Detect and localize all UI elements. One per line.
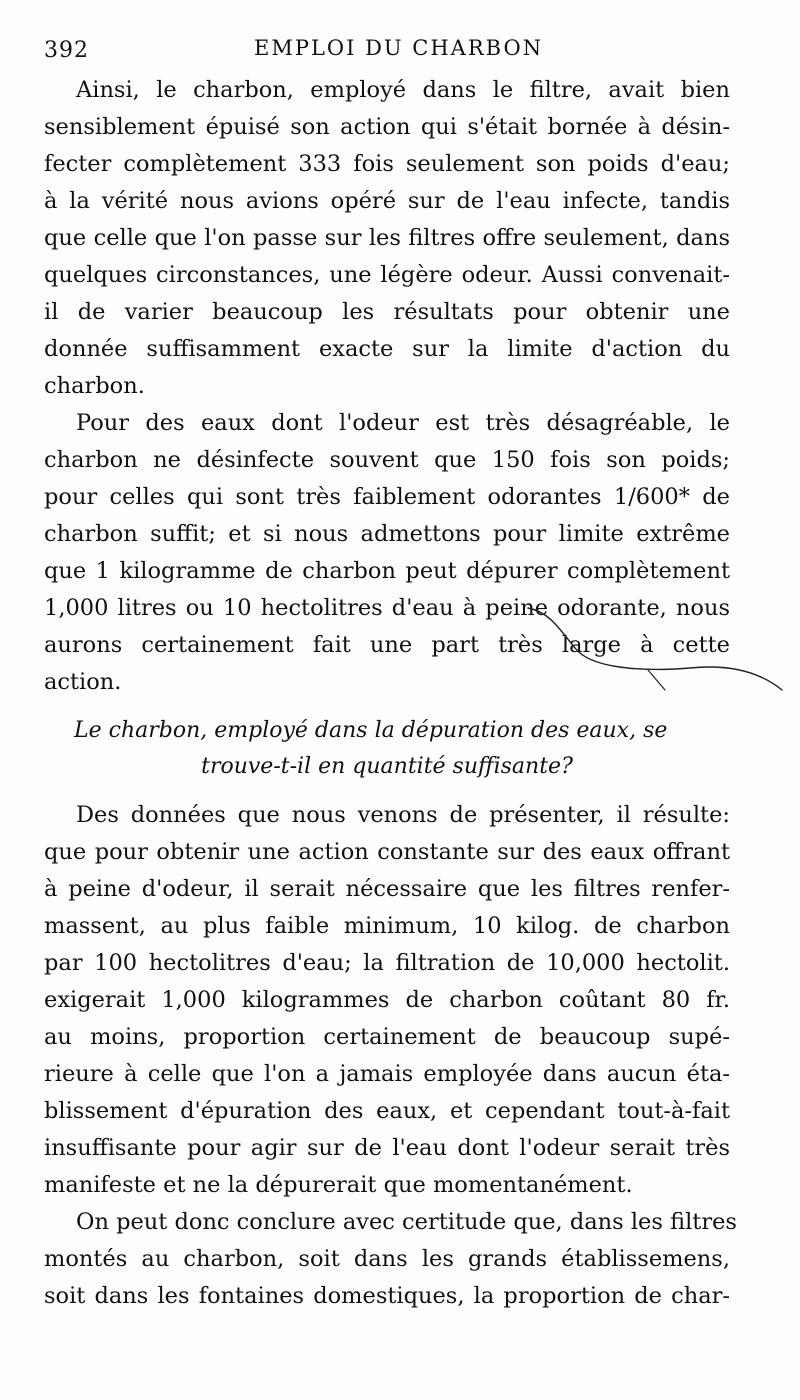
text-line: On peut donc conclure avec certitude que, dans les filtres — [76, 1209, 737, 1235]
running-head: EMPLOI DU CHARBON — [254, 36, 544, 60]
text-line: Ainsi, le charbon, employé dans le filtre, avait bien — [76, 77, 730, 103]
text-line: à la vérité nous avions opéré sur de l'eau infecte, tandis — [44, 188, 730, 214]
text-line: que celle que l'on passe sur les filtres offre seulement, dans — [44, 225, 730, 251]
text-line: soit dans les fontaines domestiques, la proportion de char- — [44, 1283, 730, 1309]
text-line: action. — [44, 669, 122, 695]
text-line: aurons certainement fait une part très large à cette — [44, 632, 730, 658]
text-line: que 1 kilogramme de charbon peut dépurer complètement — [44, 558, 730, 584]
text-line: montés au charbon, soit dans les grands établissemens, — [44, 1246, 730, 1272]
text-line: à peine d'odeur, il serait nécessaire que les filtres renfer- — [44, 876, 730, 902]
text-line: exigerait 1,000 kilogrammes de charbon coûtant 80 fr. — [44, 987, 730, 1013]
text-line: il de varier beaucoup les résultats pour obtenir une — [44, 299, 730, 325]
text-line: sensiblement épuisé son action qui s'était bornée à désin- — [44, 114, 730, 140]
text-line: charbon ne désinfecte souvent que 150 fois son poids; — [44, 447, 730, 473]
text-line: blissement d'épuration des eaux, et cependant tout-à-fait — [44, 1098, 730, 1124]
text-line: pour celles qui sont très faiblement odorantes 1/600* de — [44, 484, 730, 510]
text-line: 1,000 litres ou 10 hectolitres d'eau à peine odorante, nous — [44, 595, 730, 621]
text-line: massent, au plus faible minimum, 10 kilog. de charbon — [44, 913, 730, 939]
text-line: insuffisante pour agir sur de l'eau dont l'odeur serait très — [44, 1135, 730, 1161]
text-line: rieure à celle que l'on a jamais employée dans aucun éta- — [44, 1061, 730, 1087]
text-line: fecter complètement 333 fois seulement son poids d'eau; — [44, 151, 730, 177]
text-line: par 100 hectolitres d'eau; la filtration de 10,000 hectolit. — [44, 950, 730, 976]
text-line: charbon. — [44, 373, 145, 399]
text-line: donnée suffisamment exacte sur la limite d'action du — [44, 336, 730, 362]
text-line: Pour des eaux dont l'odeur est très désagréable, le — [76, 410, 730, 436]
page-number: 392 — [44, 38, 89, 63]
text-line: charbon suffit; et si nous admettons pour limite extrême — [44, 521, 730, 547]
section-heading-line: Le charbon, employé dans la dépuration des eaux, se — [74, 718, 668, 743]
text-line: que pour obtenir une action constante sur des eaux offrant — [44, 839, 730, 865]
text-line: manifeste et ne la dépurerait que momentanément. — [44, 1172, 633, 1198]
text-line: au moins, proportion certainement de beaucoup supé- — [44, 1024, 730, 1050]
text-line: Des données que nous venons de présenter, il résulte: — [76, 802, 730, 828]
text-line: quelques circonstances, une légère odeur. Aussi convenait- — [44, 262, 730, 288]
section-heading-line: trouve-t-il en quantité suffisante? — [201, 754, 573, 779]
